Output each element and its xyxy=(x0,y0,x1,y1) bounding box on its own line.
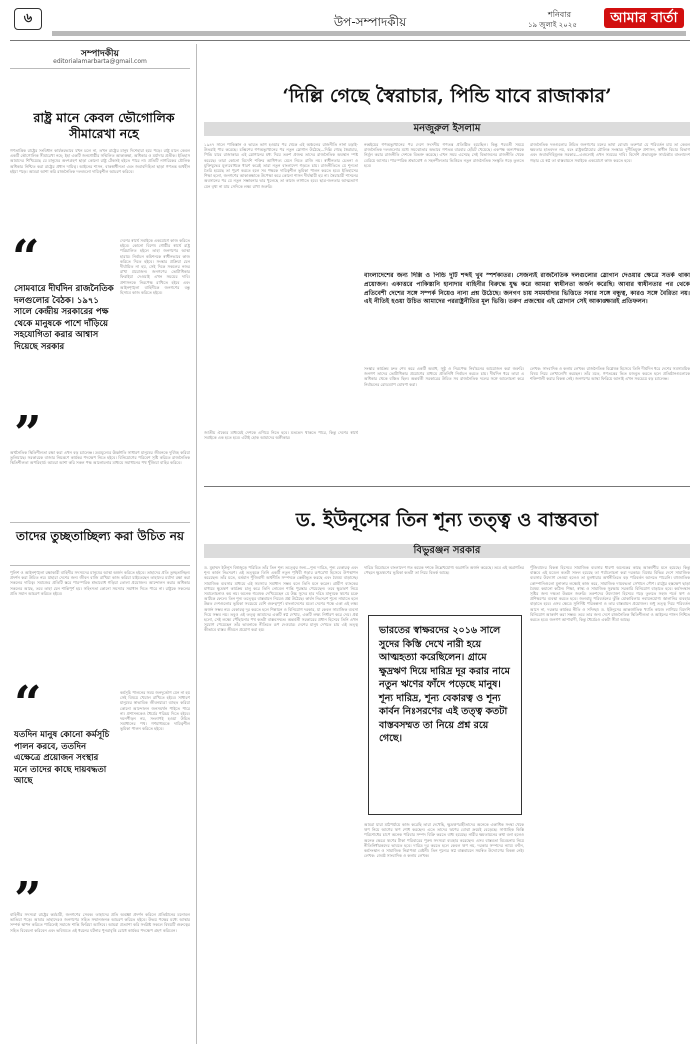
quote-open-icon: “ xyxy=(12,230,40,286)
section-label: উপ-সম্পাদকীয় xyxy=(333,15,407,29)
article1-highlight: বাংলাদেশের জন্য দিল্লি ও পিন্ডি দুটি শব্দই খুব স্পর্শকাতর। সেজন্যই রাজনৈতিক দলগুলোর স্লোগান দেওয়ার ক্ষেত্রে সতর্ক থাকা প্রয়োজন। একাত্তরে পাকিস্তানি হানাদার বাহিনীর বিরুদ্ধে যুদ্ধ করে আমরা স্বাধীনতা অর্জন করেছি। আবার স্বাধীনতার পর থেকে প্রতিবেশী দেশের সঙ্গে সম্পর্ক নিয়েও নানা প্রশ্ন উঠেছে। জনগণ চায় সমমর্যাদার ভিত্তিতে সবার সঙ্গে বন্ধুত্ব, কারও সঙ্গে বৈরিতা নয়। এই নীতিই হওয়া উচিত আমাদের পররাষ্ট্রনীতির মূল ভিত্তি। তরুণ প্রজন্মের এই স্লোগান সেই আকাঙ্ক্ষারই প্রতিফলন। xyxy=(364,272,690,306)
page-number: ৬ xyxy=(14,8,42,30)
editorial-divider xyxy=(10,522,190,523)
column-divider xyxy=(196,44,197,1044)
newspaper-logo: আমার বার্তা xyxy=(604,8,684,28)
header-day: শনিবার xyxy=(548,10,571,19)
header-rule xyxy=(10,40,690,41)
article-separator xyxy=(204,486,690,487)
quote-open-icon-2: “ xyxy=(14,676,42,732)
second-body-bottom: বাহিনীর সদস্যরা রাষ্ট্রের কর্মচারী, জনগণের সেবক। তাহাদের প্রতি অবজ্ঞা প্রদর্শন করিলে প্রতিষ্ঠানের মনোবল ভাঙিয়া পড়ে। আবার তাহাদেরও জনগণের সহিত সম্মানজনক আচরণ করিতে হইবে। উভয় পক্ষের মধ্যে আস্থার সম্পর্ক স্থাপন করিতে পারিলেই সমাজে শান্তি ফিরিয়া আসিবে। আমরা প্রত্যাশা করি সংশ্লিষ্ট সকলে বিষয়টি গুরুত্বের সহিত বিবেচনা করিবেন এবং ভবিষ্যতে এই ধরনের ঘটনার পুনরাবৃত্তি রোধে কার্যকর পদক্ষেপ গ্রহণ করিবেন। xyxy=(10,912,190,933)
editorial-label: সম্পাদকীয় xyxy=(81,49,119,59)
article2-col3: পুঁজিবাদের বিকল্প হিসেবে সামাজিক ব্যবসার ধারণা অনেকের কাছে আকর্ষণীয় মনে হয়েছে। কিন্তু বাস্তবে এই মডেল কতটা সফল হয়েছে তা পর্যালোচনা করা দরকার। বিশ্বের বিভিন্ন দেশে সামাজিক ব্যবসার উদ্যোগ নেওয়া হলেও তা মূলধারার অর্থনীতিতে বড় পরিবর্তন আনতে পারেনি। বহুজাতিক কোম্পানিগুলো মুনাফার লক্ষ্যেই কাজ করে, সামাজিক দায়বদ্ধতা সেখানে গৌণ। রাষ্ট্রের হস্তক্ষেপ ছাড়া বৈষম্য কমানো কঠিন। শিক্ষা, স্বাস্থ্য ও সামাজিক সুরক্ষায় সরকারি বিনিয়োগ বাড়াতে হবে। কর্মসংস্থান সৃষ্টির জন্য দক্ষতা উন্নয়ন জরুরি। তরুণদের উদ্যোক্তা হিসেবে গড়ে তুলতে সহজ শর্তে ঋণ ও প্রশিক্ষণের ব্যবস্থা করতে হবে। জলবায়ু পরিবর্তনের ঝুঁকি মোকাবিলায় নবায়নযোগ্য জ্বালানির ব্যবহার বাড়াতে হবে। এসব ক্ষেত্রে সুনির্দিষ্ট পরিকল্পনা ও তার বাস্তবায়ন প্রয়োজন। শুধু তত্ত্ব দিয়ে পরিবর্তন আসে না, দরকার কার্যকর নীতি ও সদিচ্ছা। ড. ইউনূসের আন্তর্জাতিক খ্যাতি কাজে লাগিয়ে বিদেশি বিনিয়োগ আকর্ষণ করা সম্ভব। তবে তার জন্য দেশে রাজনৈতিক স্থিতিশীলতা ও আইনের শাসন নিশ্চিত করতে হবে। জনগণ আশাবাদী, কিন্তু ধৈর্যেরও একটা সীমা আছে। xyxy=(530,565,690,623)
editorial-rule xyxy=(10,68,190,69)
second-body-top: পুলিশ ও আইনশৃঙ্খলা রক্ষাকারী বাহিনীর সদস্যদের মানুষের আস্থা অর্জন করিতে হইবে। তাহাদের প্রতি তুচ্ছতাচ্ছিল্য প্রদর্শন করা উচিত নয়। যাহারা দেশের জন্য জীবন বাজি রাখিয়া কাজ করিয়া যাইতেছেন তাহাদের মর্যাদা রক্ষা করা সকলের দায়িত্ব। সমাজের প্রতিটি স্তরে পারস্পরিক শ্রদ্ধাবোধ গড়িয়া তোলা প্রয়োজন। আন্দোলন করার অধিকার সকলের আছে, তবে তাহা যেন শান্তিপূর্ণ হয়। সহিংসতা কোনো সমস্যার সমাধান দিতে পারে না। রাষ্ট্রকে সকলের প্রতি সমান আচরণ করিতে হইবে। xyxy=(10,570,190,596)
editorial-email: editorialamarbarta@gmail.com xyxy=(53,58,147,65)
article2-col1: ড. মুহাম্মদ ইউনূস বিশ্বজুড়ে পরিচিত তাঁর তিন শূন্য তত্ত্বের জন্য—শূন্য দারিদ্র, শূন্য বেকারত্ব এবং শূন্য কার্বন নিঃসরণ। এই তত্ত্বকে তিনি একটি নতুন পৃথিবী গড়ার রূপরেখা হিসেবে উপস্থাপন করেছেন। তাঁর মতে, বর্তমান পুঁজিবাদী অর্থনীতি সম্পদকে কেন্দ্রীভূত করছে এবং বৈষম্য বাড়াচ্ছে। সামাজিক ব্যবসার মাধ্যমে এই সমস্যার সমাধান সম্ভব বলে তিনি মনে করেন। গ্রামীণ ব্যাংকের মাধ্যমে ক্ষুদ্রঋণ কার্যক্রম চালু করে তিনি নোবেল শান্তি পুরস্কার পেয়েছেন। তবে ক্ষুদ্রঋণ নিয়ে সমালোচনাও কম নয়। অনেক গবেষক দেখিয়েছেন যে উচ্চ সুদের হার দরিদ্র মানুষকে ঋণের চক্রে আটকে ফেলে। তিন শূন্য তত্ত্বের বাস্তবায়ন নিয়েও প্রশ্ন উঠেছে। কার্বন নিঃসরণ শূন্যে নামাতে হলে উন্নত দেশগুলোর ভূমিকা সবচেয়ে বেশি গুরুত্বপূর্ণ। বাংলাদেশের মতো দেশের পক্ষে একা এই লক্ষ্য অর্জন সম্ভব নয়। বেকারত্ব দূর করতে হলে শিল্পায়ন ও বিনিয়োগ দরকার, যা কেবল সামাজিক ব্যবসা দিয়ে সম্ভব নয়। তবুও এই তত্ত্ব আমাদের একটি স্বপ্ন দেখায়, একটি লক্ষ্য নির্ধারণ করে দেয়। প্রশ্ন হলো, সেই লক্ষ্যে পৌঁছানোর পথ কতটা বাস্তবসম্মত। অন্তর্বর্তী সরকারের প্রধান হিসেবে তিনি এখন সুযোগ পেয়েছেন তাঁর ভাবনাকে নীতিতে রূপ দেওয়ার। দেশের মানুষ দেখতে চায় এই তত্ত্ব কীভাবে বাস্তব জীবনে প্রয়োগ করা হয়। xyxy=(204,565,358,633)
article1-headline: ‘দিল্লি গেছে স্বৈরাচার, পিন্ডি যাবে রাজাকার’ xyxy=(282,85,612,107)
editorial-headline: রাষ্ট্র মানে কেবল ভৌগোলিক সীমারেখা নহে xyxy=(33,110,175,141)
article2-box-quote: ভারতের স্বাক্ষরদের ২০১৬ সালে সুদের কিস্তি দেখে নারী হয়ে আত্মহত্যা করেছিলেন। গ্রামে ক্ষুদ্রঋণ দিয়ে দারিদ্র দূর করার নামে নতুন ঋণের ফাঁদে পড়েছে মানুষ। শূন্য দারিদ্র, শূন্য বেকারত্ব ও শূন্য কার্বন নিঃসরণের এই তত্ত্ব কতটা বাস্তবসম্মত তা নিয়ে প্রশ্ন রয়ে গেছে। xyxy=(368,615,522,815)
second-rule xyxy=(10,565,190,566)
article2-col2-bottom: আমরা যারা মাঠপর্যায়ে কাজ করেছি তারা দেখেছি, ক্ষুদ্রঋণগ্রহীতাদের অনেকে একাধিক সংস্থা থেকে ঋণ নিয়ে আগের ঋণ শোধ করছেন। এতে তাদের ঋণের বোঝা ক্রমেই বেড়েছে। সাপ্তাহিক কিস্তি পরিশোধের চাপে অনেক পরিবার সম্পদ বিক্রি করতে বাধ্য হয়েছে। নারীর ক্ষমতায়নের কথা বলা হলেও অনেক ক্ষেত্রে ঋণের টাকা পরিবারের পুরুষ সদস্যরা ব্যবহার করেছেন। এসব বাস্তবতা বিবেচনায় নিয়ে নীতিনির্ধারকদের ভাবতে হবে। দারিদ্র দূর করতে হলে কেবল ঋণ নয়, দরকার সম্পদের ন্যায্য বণ্টন, কর্মসংস্থান ও সামাজিক নিরাপত্তা বেষ্টনী। তিন শূন্যের স্বপ্ন বাস্তবায়নে সমন্বিত উদ্যোগের বিকল্প নেই। লেখক: জ্যেষ্ঠ সাংবাদিক ও কলাম লেখক। xyxy=(364,822,524,859)
header-date: ১৯ জুলাই ২০২৫ xyxy=(528,21,577,29)
article2-col2-top: দারিদ্র বিমোচনে বাংলাদেশ গত কয়েক দশকে উল্লেখযোগ্য অগ্রগতি অর্জন করেছে। তবে এই অগ্রগতির পেছনে ক্ষুদ্রঋণের ভূমিকা কতটা তা নিয়ে বিতর্ক আছে। xyxy=(364,565,524,576)
article1-col1: ১৯৪৭ সালে পাকিস্তান ও ভারত ভাগ হওয়ার পর থেকে এই অঞ্চলের রাজনীতি নানা চড়াই-উতরাই পার করেছে। চব্বিশের গণঅভ্যুত্থানের পর নতুন স্লোগান উঠেছে—দিল্লি গেছে স্বৈরাচার, পিন্ডি যাবে রাজাকার। এই স্লোগানের মধ্য দিয়ে তরুণ প্রজন্ম তাদের রাজনৈতিক অবস্থান স্পষ্ট করেছে। তারা কোনো বিদেশি শক্তির আধিপত্য মেনে নিতে রাজি নয়। স্বাধীনতার চেতনা ও মুক্তিযুদ্ধের মূল্যবোধকে ধারণ করেই তারা নতুন বাংলাদেশ গড়তে চায়। রাজনীতিতে যে শূন্যতা তৈরি হয়েছে তা পূরণ করতে হলে সব পক্ষকে দায়িত্বশীল ভূমিকা পালন করতে হবে। ইতিহাসের শিক্ষা হলো, জনগণের আকাঙ্ক্ষাকে উপেক্ষা করে কোনো শাসন দীর্ঘস্থায়ী হয় না। স্বৈরাচারী শাসনের অবসানের পর যে নতুন সম্ভাবনার দ্বার খুলেছে তা কাজে লাগাতে হবে। ছাত্র-জনতার আত্মত্যাগ যেন বৃথা না যায় সেদিকে লক্ষ্য রাখা জরুরি। xyxy=(204,142,358,189)
editorial-body-side: দেশের স্বার্থে সবাইকে একযোগে কাজ করিতে হইবে। কোনো বিশেষ গোষ্ঠীর স্বার্থে রাষ্ট্র পরিচালিত হইলে তাহা জনগণের আস্থা হারায়। নির্বাচন কমিশনকে স্বাধীনভাবে কাজ করিতে দিতে হইবে। সংস্কার প্রক্রিয়া যেন দীর্ঘায়িত না হয়, সেই দিকে সকলের নজর রাখা প্রয়োজন। জনগণের ভোটাধিকার ফিরাইয়া দেওয়াই এখন সময়ের দাবি। প্রশাসনকে নিরপেক্ষ রাখিতে হইবে এবং আইনশৃঙ্খলা বাহিনীকে জনগণের বন্ধু হিসাবে কাজ করিতে হইবে। xyxy=(120,238,190,296)
second-pull-quote: যতদিন মানুষ কোনো কর্মসূচি পালন করবে, ততদিন এক্ষেত্রে প্রয়োজন সংস্থার মনে তাদের কাছে দায়বদ্ধতা আছে xyxy=(14,730,110,786)
second-headline: তাদের তুচ্ছতাচ্ছিল্য করা উচিত নয় xyxy=(16,529,184,543)
article1-col1-bottom: জাতীয় ঐক্যের মাধ্যমেই দেশকে এগিয়ে নিতে হবে। মতভেদ থাকতে পারে, কিন্তু দেশের স্বার্থে সবাইকে এক হতে হবে। এটাই হোক আমাদের অঙ্গীকার। xyxy=(204,430,358,441)
article1-col2-bottom: সংস্কার কার্যক্রম দ্রুত শেষ করে একটি অবাধ, সুষ্ঠু ও নিরপেক্ষ নির্বাচনের আয়োজন করা জরুরি। জনগণ তাদের ভোটাধিকার প্রয়োগের মাধ্যমে প্রতিনিধি নির্বাচন করতে চায়। দীর্ঘদিন ধরে তারা এ অধিকার থেকে বঞ্চিত ছিল। অন্তর্বর্তী সরকারের উচিত সব রাজনৈতিক দলের সঙ্গে আলোচনা করে নির্বাচনের রোডম্যাপ ঘোষণা করা। xyxy=(364,366,524,387)
article1-col3-bottom: লেখক: সাংবাদিক ও কলাম লেখক। রাজনৈতিক বিশ্লেষক হিসেবে তিনি দীর্ঘদিন ধরে দেশের সমসাময়িক বিষয় নিয়ে লেখালেখি করছেন। তাঁর মতে, গণতন্ত্রের ভিত মজবুত করতে হলে প্রতিষ্ঠানগুলোকে শক্তিশালী করার বিকল্প নেই। জনগণের আস্থা ফিরিয়ে আনাই এখন সবচেয়ে বড় চ্যালেঞ্জ। xyxy=(530,366,690,382)
quote-close-icon: ” xyxy=(14,406,42,462)
second-body-side: কর্মসূচি পালনের সময় জনদুর্ভোগ যেন না হয় সেই বিষয়ে খেয়াল রাখিতে হইবে। সাধারণ মানুষের স্বাভাবিক জীবনযাত্রা ব্যাহত করিয়া কোনো আন্দোলন জনসমর্থন পাইতে পারে না। প্রশাসনকেও ধৈর্যের পরিচয় দিতে হইবে। দমনপীড়ন নয়, সংলাপই হওয়া উচিত সমাধানের পথ। গণমাধ্যমকে দায়িত্বশীল ভূমিকা পালন করিতে হইবে। xyxy=(120,690,190,732)
article1-col3: রাজনৈতিক দলগুলোর উচিত জনগণের মনের ভাষা বোঝা। তরুণরা যে পরিবর্তন চায় তা কেবল ক্ষমতার হাতবদল নয়, বরং রাষ্ট্রকাঠামোর মৌলিক সংস্কার। দুর্নীতিমুক্ত প্রশাসন, স্বাধীন বিচার বিভাগ এবং জবাবদিহিমূলক সরকার—এগুলোই এখন সময়ের দাবি। বিদেশি প্রভাবমুক্ত সার্বভৌম বাংলাদেশ গড়ার যে স্বপ্ন তা বাস্তবায়নে সবাইকে একযোগে কাজ করতে হবে। xyxy=(530,142,690,163)
quote-close-icon-2: ” xyxy=(14,872,42,928)
article1-byline: মনজুরুল ইসলাম xyxy=(204,122,690,136)
article1-col2: নব্বইয়ের গণঅভ্যুত্থানের পর দেশে সংসদীয় গণতন্ত্র প্রতিষ্ঠিত হয়েছিল। কিন্তু পরবর্তী সময়ে রাজনৈতিক দলগুলোর মধ্যে সমঝোতার অভাবে গণতন্ত্র বারবার হোঁচট খেয়েছে। একপক্ষ অন্যপক্ষকে নির্মূল করার রাজনীতি দেশকে বিভক্ত করেছে। এখন সময় এসেছে সেই বিভাজনের রাজনীতি থেকে বেরিয়ে আসার। পারস্পরিক শ্রদ্ধাবোধ ও সহনশীলতার ভিত্তিতে নতুন রাজনৈতিক সংস্কৃতি গড়ে তুলতে হবে। xyxy=(364,142,524,168)
article2-headline: ড. ইউনূসের তিন শূন্য তত্ত্ব ও বাস্তবতা xyxy=(295,509,599,531)
editorial-body-bottom: অর্থনৈতিক স্থিতিশীলতা রক্ষা করা এখন বড় চ্যালেঞ্জ। দ্রব্যমূল্যের ঊর্ধ্বগতি সাধারণ মানুষের জীবনকে দুর্বিষহ করিয়া তুলিয়াছে। সরকারকে বাজার নিয়ন্ত্রণে কার্যকর পদক্ষেপ নিতে হইবে। বিনিয়োগের পরিবেশ সৃষ্টি করিতে রাজনৈতিক স্থিতিশীলতা অপরিহার্য। আমরা আশা করি সকল পক্ষ আলোচনার মাধ্যমে সমাধানের পথ খুঁজিয়া বাহির করিবে। xyxy=(10,450,190,466)
article2-byline: বিভুরঞ্জন সরকার xyxy=(204,544,690,558)
editorial-body-top: গণতান্ত্রিক রাষ্ট্রের সংবিধান কার্যকরভাবে যখন চলে না, তখন রাষ্ট্রের মানুষ দিশেহারা হয়ে পড়ে। রাষ্ট্র মানে কেবল একটি ভৌগোলিক সীমারেখা নহে; ইহা একটি জনগোষ্ঠীর সম্মিলিত আকাঙ্ক্ষা, অধিকার ও মর্যাদার প্রতীক। ইতিহাস আমাদের শিখিয়েছে যে মানুষের অংশগ্রহণ ছাড়া কোনো রাষ্ট্র টেকসই হইতে পারে না। প্রতিটি নাগরিকের মৌলিক অধিকার নিশ্চিত করা রাষ্ট্রের প্রধান দায়িত্ব। আইনের শাসন, বাকস্বাধীনতা এবং জবাবদিহিতা ছাড়া গণতন্ত্র অর্থহীন হইয়া পড়ে। আমরা আশা করি রাজনৈতিক দলগুলো দায়িত্বশীল আচরণ করিবে। xyxy=(10,148,190,174)
editorial-pull-quote: সোমবারে দীর্ঘদিন রাজনৈতিক দলগুলোর বৈঠক। ১৯৭১ সালে কেন্দ্রীয় সরকারের পক্ষ থেকে মানুষকে পাশে দাঁড়িয়ে সহযোগিতা করার আশ্বাস দিয়েছে সরকার xyxy=(14,284,114,352)
